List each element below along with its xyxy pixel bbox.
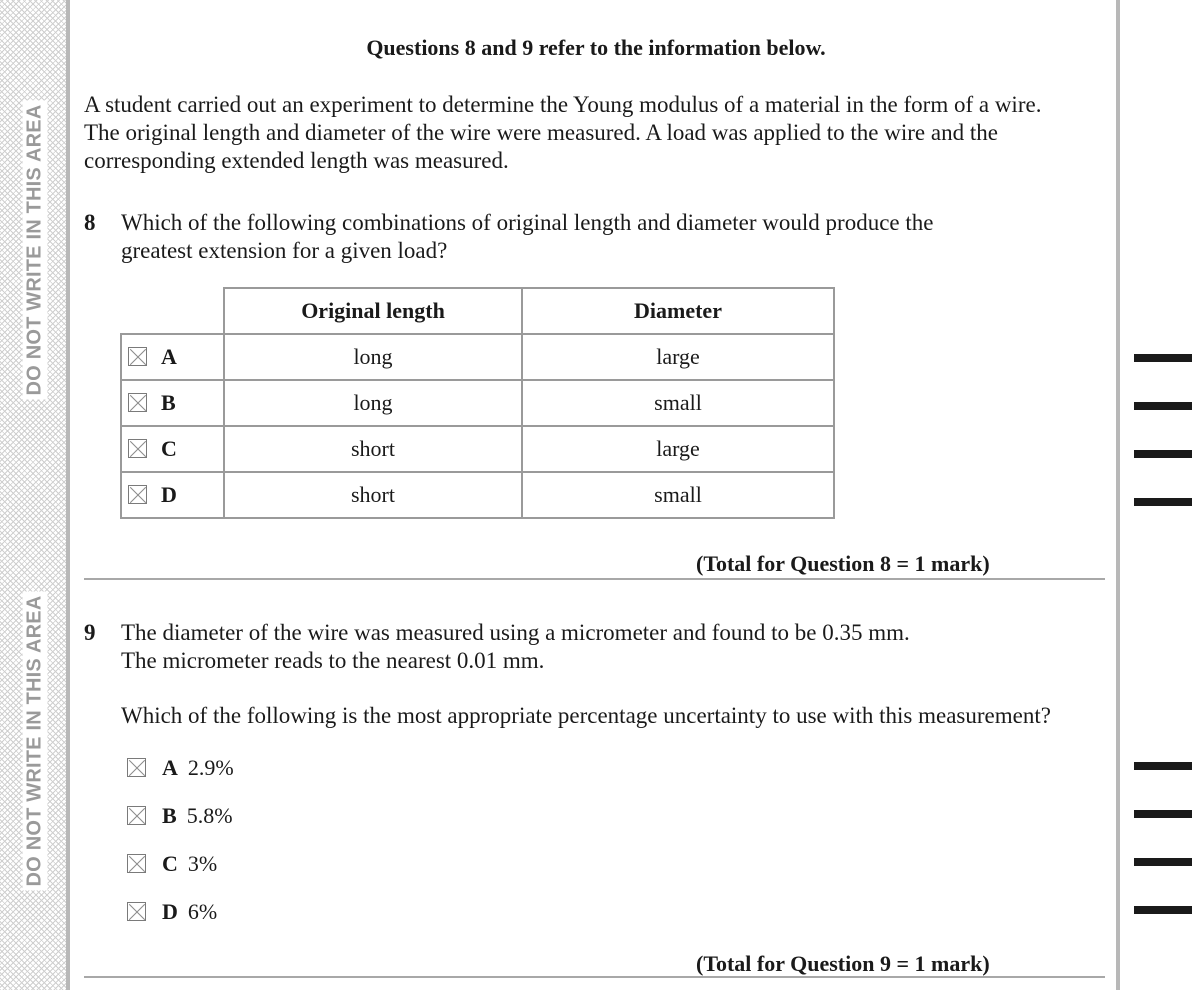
scan-mark (1134, 498, 1192, 506)
table-row (121, 426, 834, 472)
option-c-cell[interactable] (121, 426, 224, 472)
question-9-prompt: Which of the following is the most appropriate percentage uncertainty to use with this measurement? (121, 703, 1051, 728)
scan-mark (1134, 402, 1192, 410)
diameter-cell: small (522, 472, 834, 518)
option-a-cell[interactable] (121, 334, 224, 380)
length-cell: long (224, 334, 522, 380)
answer-checkbox[interactable] (128, 439, 147, 458)
question-9-stem-line: The diameter of the wire was measured using a micrometer and found to be 0.35 mm. (121, 620, 910, 645)
header-diameter: Diameter (522, 288, 834, 334)
page-border-left (66, 0, 70, 990)
question-9-stem-line: The micrometer reads to the nearest 0.01 mm. (121, 648, 545, 673)
q9-option-c[interactable] (127, 851, 217, 877)
do-not-write-notice-top: DO NOT WRITE IN THIS AREA (23, 101, 48, 400)
option-letter: D (161, 482, 177, 507)
option-letter: B (161, 390, 176, 415)
answer-checkbox[interactable] (128, 393, 147, 412)
option-letter: A (161, 344, 177, 369)
intro-line: A student carried out an experiment to determine the Young modulus of a material in the form of a wire. (84, 92, 1042, 117)
scan-mark (1134, 858, 1192, 866)
option-text: 2.9% (187, 755, 234, 780)
table-corner-cell (121, 288, 224, 334)
intro-line: The original length and diameter of the wire were measured. A load was applied to the wire and the (84, 120, 998, 145)
option-letter: D (162, 899, 178, 924)
header-original-length: Original length (224, 288, 522, 334)
diameter-cell: large (522, 426, 834, 472)
answer-checkbox[interactable] (127, 902, 146, 921)
answer-checkbox[interactable] (127, 758, 146, 777)
scan-mark (1134, 906, 1192, 914)
option-letter: C (162, 851, 178, 876)
option-letter: C (161, 436, 177, 461)
answer-checkbox[interactable] (127, 806, 146, 825)
page-border-right (1116, 0, 1120, 990)
length-cell: long (224, 380, 522, 426)
option-b-cell[interactable] (121, 380, 224, 426)
scan-mark (1134, 354, 1192, 362)
question-9-total: (Total for Question 9 = 1 mark) (696, 951, 990, 976)
question-8-number: 8 (84, 210, 96, 235)
table-header-row (121, 288, 834, 334)
option-letter: B (162, 803, 177, 828)
section-heading (0, 34, 1192, 62)
q9-option-d[interactable] (127, 899, 217, 925)
table-row (121, 472, 834, 518)
table-row (121, 334, 834, 380)
length-cell: short (224, 472, 522, 518)
question-8-total: (Total for Question 8 = 1 mark) (696, 551, 990, 576)
answer-checkbox[interactable] (127, 854, 146, 873)
option-text: 5.8% (186, 803, 233, 828)
do-not-write-notice-bottom: DO NOT WRITE IN THIS AREA (23, 592, 48, 891)
divider-rule (84, 976, 1105, 978)
scan-mark (1134, 762, 1192, 770)
diameter-cell: small (522, 380, 834, 426)
intro-line: corresponding extended length was measured. (84, 148, 509, 173)
section-heading-text: Questions 8 and 9 refer to the information below. (366, 35, 826, 60)
q9-option-a[interactable] (127, 755, 234, 781)
option-text: 6% (187, 899, 218, 924)
option-d-cell[interactable] (121, 472, 224, 518)
scan-mark (1134, 450, 1192, 458)
table-row (121, 380, 834, 426)
question-8-stem-line: greatest extension for a given load? (121, 238, 448, 263)
option-text: 3% (187, 851, 218, 876)
question-8-table (120, 287, 835, 519)
diameter-cell: large (522, 334, 834, 380)
option-letter: A (162, 755, 178, 780)
margin-strip (0, 0, 66, 990)
q9-option-b[interactable] (127, 803, 233, 829)
answer-checkbox[interactable] (128, 485, 147, 504)
question-8-stem-line: Which of the following combinations of original length and diameter would produce the (121, 210, 934, 235)
question-9-number: 9 (84, 620, 96, 645)
length-cell: short (224, 426, 522, 472)
scan-mark (1134, 810, 1192, 818)
divider-rule (84, 578, 1105, 580)
answer-checkbox[interactable] (128, 347, 147, 366)
